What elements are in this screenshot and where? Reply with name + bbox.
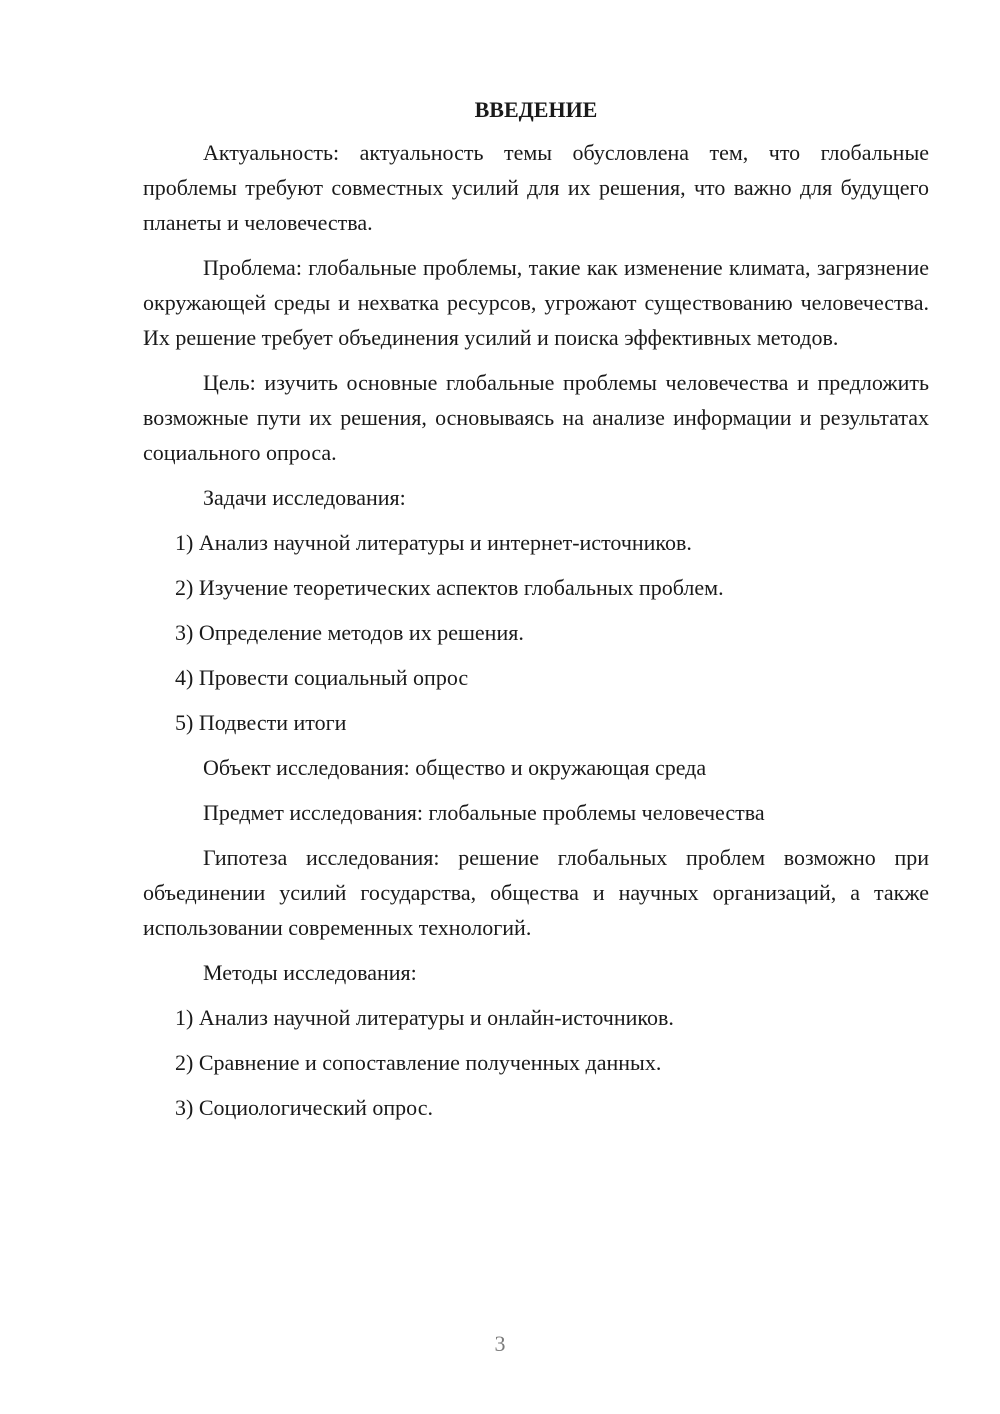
method-item: 1) Анализ научной литературы и онлайн-источников.	[175, 1005, 674, 1030]
tasks-heading: Задачи исследования:	[203, 485, 406, 510]
task-item: 2) Изучение теоретических аспектов глобальных проблем.	[175, 575, 724, 600]
relevance-paragraph: Актуальность: актуальность темы обусловлена тем, что глобальные проблемы требуют совместных усилий для их решения, что важно для будущего планеты и человечества.	[143, 140, 929, 235]
task-item: 5) Подвести итоги	[175, 710, 347, 735]
hypothesis-paragraph: Гипотеза исследования: решение глобальных проблем возможно при объединении усилий государства, общества и научных организаций, а также использовании современных технологий.	[143, 845, 929, 940]
task-item: 3) Определение методов их решения.	[175, 620, 524, 645]
page-number: 3	[494, 1331, 506, 1356]
methods-list	[143, 1000, 929, 1125]
page-content	[143, 92, 929, 1135]
tasks-list	[143, 525, 929, 740]
methods-heading: Методы исследования:	[203, 960, 417, 985]
method-item: 3) Социологический опрос.	[175, 1095, 433, 1120]
task-item: 1) Анализ научной литературы и интернет-источников.	[175, 530, 692, 555]
goal-paragraph: Цель: изучить основные глобальные проблемы человечества и предложить возможные пути их решения, основываясь на анализе информации и результатах социального опроса.	[143, 370, 929, 465]
problem-paragraph: Проблема: глобальные проблемы, такие как изменение климата, загрязнение окружающей среды и нехватка ресурсов, угрожают существованию человечества. Их решение требует объединения усилий и поиска эффективных методов.	[143, 255, 929, 350]
subject-paragraph: Предмет исследования: глобальные проблемы человечества	[203, 800, 765, 825]
object-paragraph: Объект исследования: общество и окружающая среда	[203, 755, 707, 780]
task-item: 4) Провести социальный опрос	[175, 665, 469, 690]
method-item: 2) Сравнение и сопоставление полученных данных.	[175, 1050, 662, 1075]
page-title: ВВЕДЕНИЕ	[474, 97, 598, 122]
